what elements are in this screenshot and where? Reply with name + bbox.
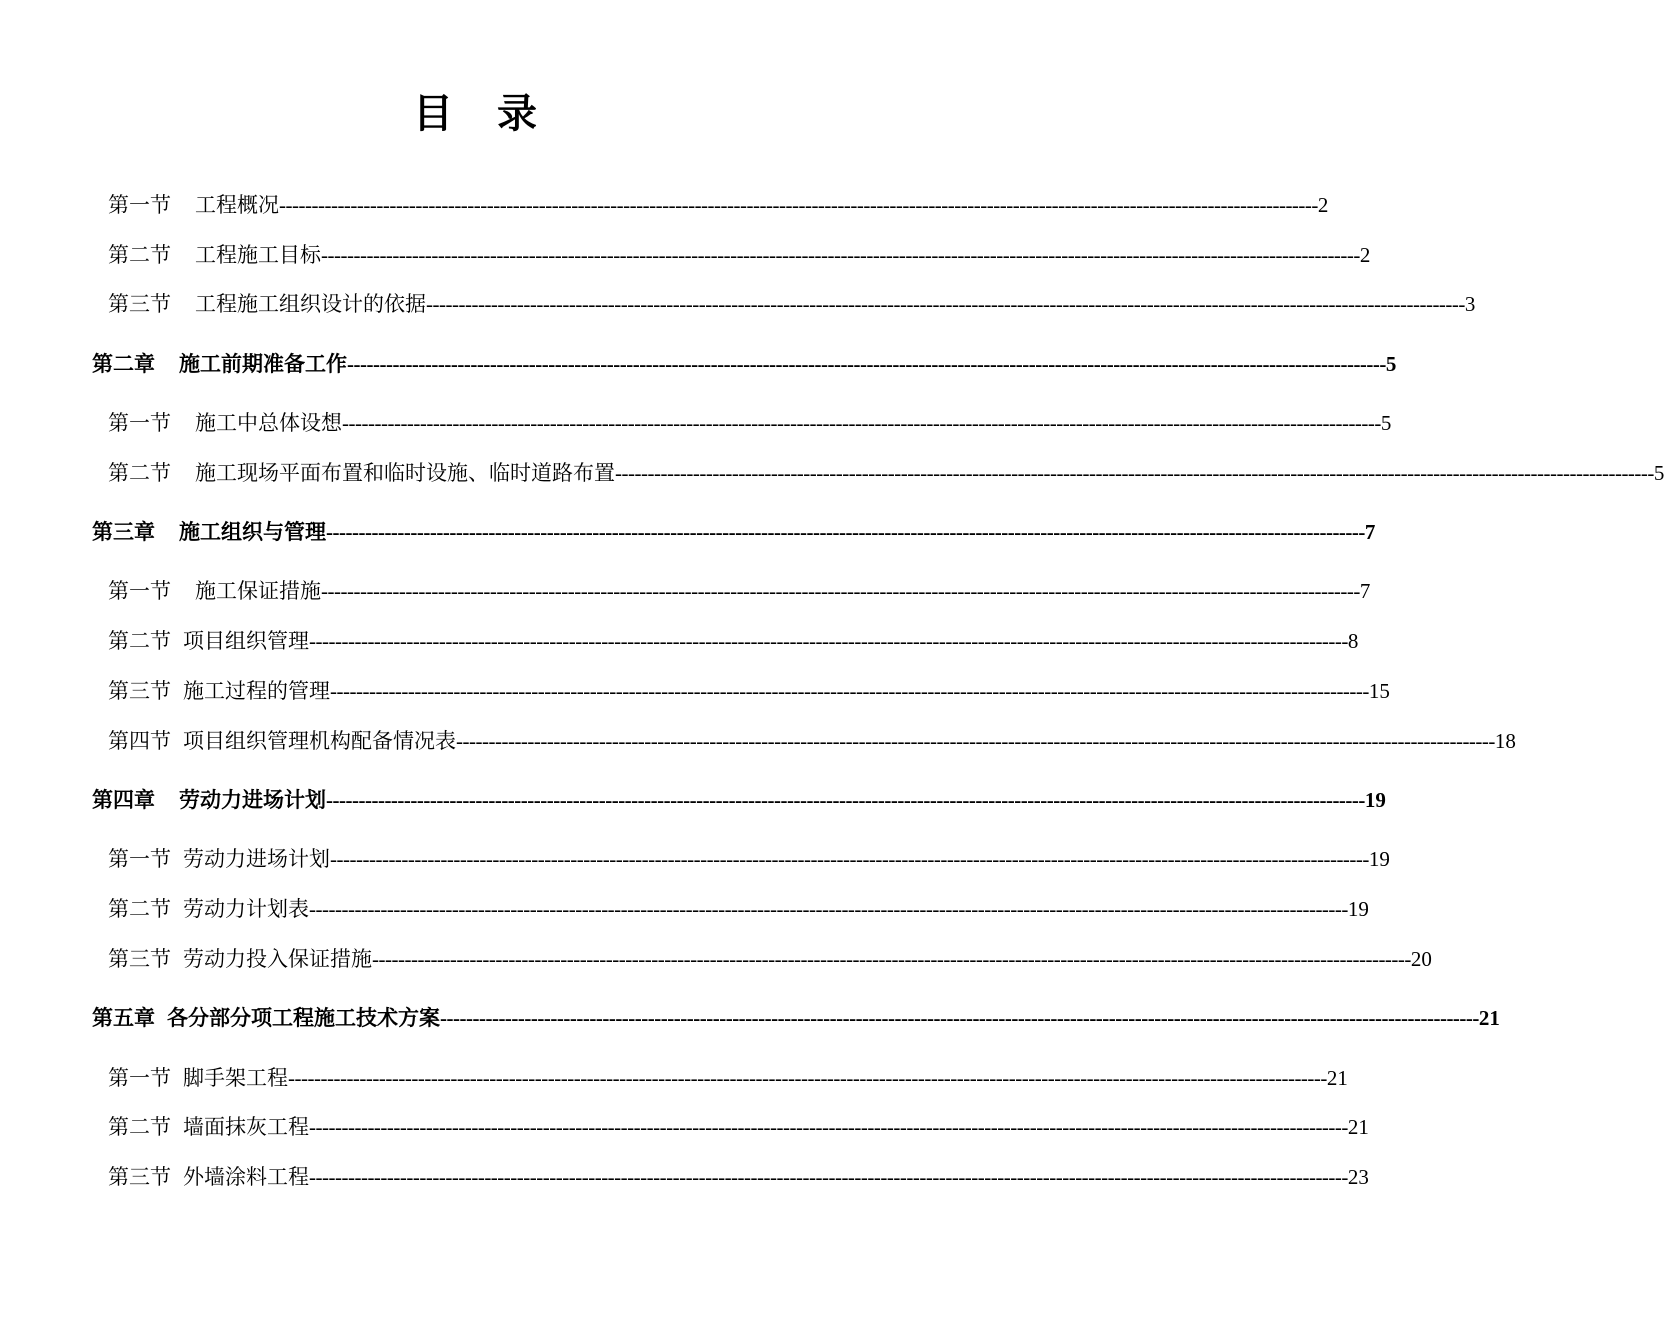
toc-page-number: 5	[1380, 411, 1392, 435]
toc-dot-leader: ----------------------------------------------------------------------------------------------------------------------------------------------------------------	[326, 788, 1365, 812]
toc-entry-title: 施工前期准备工作	[179, 351, 347, 376]
toc-entry-number: 第二节	[108, 629, 171, 653]
toc-dot-leader: ----------------------------------------------------------------------------------------------------------------------------------------------------------------	[309, 629, 1348, 653]
toc-entry-label	[108, 894, 309, 924]
toc-dot-leader: ----------------------------------------------------------------------------------------------------------------------------------------------------------------	[321, 243, 1360, 267]
toc-section-entry[interactable]	[108, 458, 1664, 488]
toc-entry-title: 劳动力投入保证措施	[183, 947, 372, 971]
toc-dot-leader: ----------------------------------------------------------------------------------------------------------------------------------------------------------------	[440, 1006, 1479, 1030]
toc-page-number: 21	[1326, 1066, 1348, 1090]
toc-dot-leader: ----------------------------------------------------------------------------------------------------------------------------------------------------------------	[330, 847, 1369, 871]
toc-entry-label	[108, 844, 330, 874]
toc-entry-number: 第三节	[108, 679, 171, 703]
toc-page-number: 19	[1364, 788, 1386, 812]
toc-section-entry[interactable]	[108, 1063, 1348, 1093]
toc-dot-leader: ----------------------------------------------------------------------------------------------------------------------------------------------------------------	[309, 1115, 1348, 1139]
toc-entry-label	[92, 785, 326, 815]
toc-entry-label	[108, 240, 321, 270]
toc-entry-number: 第四节	[108, 729, 171, 753]
toc-entry-number: 第一节	[108, 847, 171, 871]
toc-entry-number: 第一节	[108, 579, 171, 603]
toc-entry-label	[108, 944, 372, 974]
toc-entry-title: 项目组织管理机构配备情况表	[183, 729, 456, 753]
toc-dot-leader: ----------------------------------------------------------------------------------------------------------------------------------------------------------------	[309, 1165, 1348, 1189]
toc-dot-leader: ----------------------------------------------------------------------------------------------------------------------------------------------------------------	[321, 579, 1360, 603]
toc-entry-title: 脚手架工程	[183, 1066, 288, 1090]
toc-entry-title: 墙面抹灰工程	[183, 1115, 309, 1139]
toc-section-entry[interactable]	[108, 190, 1329, 220]
toc-dot-leader: ----------------------------------------------------------------------------------------------------------------------------------------------------------------	[615, 461, 1654, 485]
toc-page-number: 21	[1347, 1115, 1369, 1139]
toc-page-number: 8	[1347, 629, 1359, 653]
toc-entry-title: 外墙涂料工程	[183, 1165, 309, 1189]
toc-entry-label	[108, 576, 321, 606]
toc-chapter-entry[interactable]	[92, 349, 1397, 379]
toc-page-number: 21	[1478, 1006, 1500, 1030]
toc-entry-title: 工程施工组织设计的依据	[195, 292, 426, 316]
toc-entry-number: 第一节	[108, 1066, 171, 1090]
toc-entry-title: 施工组织与管理	[179, 519, 326, 544]
toc-entry-label	[108, 726, 456, 756]
toc-entry-title: 劳动力进场计划	[179, 787, 326, 812]
toc-entry-label	[108, 289, 426, 319]
title-part-1: 目	[413, 90, 453, 137]
toc-chapter-entry[interactable]	[92, 1003, 1500, 1033]
toc-entry-title: 各分部分项工程施工技术方案	[167, 1005, 440, 1030]
toc-entry-label	[92, 1003, 440, 1033]
toc-entry-number: 第一节	[108, 193, 171, 217]
toc-dot-leader: ----------------------------------------------------------------------------------------------------------------------------------------------------------------	[342, 411, 1381, 435]
toc-entry-label	[108, 458, 615, 488]
toc-section-entry[interactable]	[108, 1162, 1369, 1192]
toc-entry-title: 劳动力进场计划	[183, 847, 330, 871]
toc-dot-leader: ----------------------------------------------------------------------------------------------------------------------------------------------------------------	[347, 352, 1386, 376]
toc-dot-leader: ----------------------------------------------------------------------------------------------------------------------------------------------------------------	[456, 729, 1495, 753]
toc-entry-title: 劳动力计划表	[183, 897, 309, 921]
toc-entry-title: 施工过程的管理	[183, 679, 330, 703]
toc-section-entry[interactable]	[108, 944, 1432, 974]
toc-entry-number: 第二节	[108, 897, 171, 921]
toc-dot-leader: ----------------------------------------------------------------------------------------------------------------------------------------------------------------	[372, 947, 1411, 971]
toc-entry-title: 工程施工目标	[195, 243, 321, 267]
toc-entry-label	[92, 517, 326, 547]
toc-section-entry[interactable]	[108, 576, 1371, 606]
toc-page-number: 19	[1347, 897, 1369, 921]
toc-entry-label	[108, 190, 279, 220]
toc-page-number: 2	[1317, 193, 1329, 217]
toc-entry-number: 第五章	[92, 1005, 155, 1030]
toc-page-number: 2	[1359, 243, 1371, 267]
toc-page-number: 5	[1653, 461, 1664, 485]
toc-chapter-entry[interactable]	[92, 517, 1376, 547]
toc-entry-number: 第三节	[108, 292, 171, 316]
title-part-2: 录	[497, 90, 537, 137]
toc-section-entry[interactable]	[108, 1112, 1369, 1142]
toc-section-entry[interactable]	[108, 726, 1516, 756]
toc-entry-label	[108, 1162, 309, 1192]
toc-entry-label	[108, 1063, 288, 1093]
toc-dot-leader: ----------------------------------------------------------------------------------------------------------------------------------------------------------------	[426, 292, 1465, 316]
toc-entry-number: 第三节	[108, 947, 171, 971]
toc-dot-leader: ----------------------------------------------------------------------------------------------------------------------------------------------------------------	[288, 1066, 1327, 1090]
toc-section-entry[interactable]	[108, 676, 1390, 706]
toc-entry-number: 第二节	[108, 461, 171, 485]
toc-page-number: 15	[1368, 679, 1390, 703]
toc-section-entry[interactable]	[108, 240, 1371, 270]
toc-entry-label	[108, 408, 342, 438]
toc-entry-label	[108, 676, 330, 706]
toc-entry-label	[108, 1112, 309, 1142]
toc-entry-title: 施工中总体设想	[195, 411, 342, 435]
toc-dot-leader: ----------------------------------------------------------------------------------------------------------------------------------------------------------------	[309, 897, 1348, 921]
toc-chapter-entry[interactable]	[92, 785, 1386, 815]
toc-page-number: 20	[1410, 947, 1432, 971]
toc-section-entry[interactable]	[108, 894, 1369, 924]
toc-page-number: 7	[1364, 520, 1376, 544]
toc-page-number: 7	[1359, 579, 1371, 603]
toc-entry-number: 第一节	[108, 411, 171, 435]
toc-entry-number: 第二节	[108, 243, 171, 267]
toc-section-entry[interactable]	[108, 626, 1359, 656]
toc-dot-leader: ----------------------------------------------------------------------------------------------------------------------------------------------------------------	[326, 520, 1365, 544]
toc-dot-leader: ----------------------------------------------------------------------------------------------------------------------------------------------------------------	[330, 679, 1369, 703]
toc-entry-title: 工程概况	[195, 193, 279, 217]
toc-dot-leader: ----------------------------------------------------------------------------------------------------------------------------------------------------------------	[279, 193, 1318, 217]
toc-section-entry[interactable]	[108, 408, 1392, 438]
toc-section-entry[interactable]	[108, 844, 1390, 874]
toc-page-number: 19	[1368, 847, 1390, 871]
toc-page-number: 3	[1464, 292, 1476, 316]
toc-section-entry[interactable]	[108, 289, 1476, 319]
toc-entry-number: 第四章	[92, 787, 155, 812]
toc-entry-label	[108, 626, 309, 656]
toc-entry-number: 第三节	[108, 1165, 171, 1189]
toc-entry-number: 第二节	[108, 1115, 171, 1139]
toc-page-number: 23	[1347, 1165, 1369, 1189]
toc-page-number: 18	[1494, 729, 1516, 753]
toc-entry-title: 施工现场平面布置和临时设施、临时道路布置	[195, 461, 615, 485]
toc-entry-title: 项目组织管理	[183, 629, 309, 653]
toc-entry-number: 第三章	[92, 519, 155, 544]
toc-entry-number: 第二章	[92, 351, 155, 376]
toc-page-number: 5	[1385, 352, 1397, 376]
toc-entry-label	[92, 349, 347, 379]
toc-entry-title: 施工保证措施	[195, 579, 321, 603]
